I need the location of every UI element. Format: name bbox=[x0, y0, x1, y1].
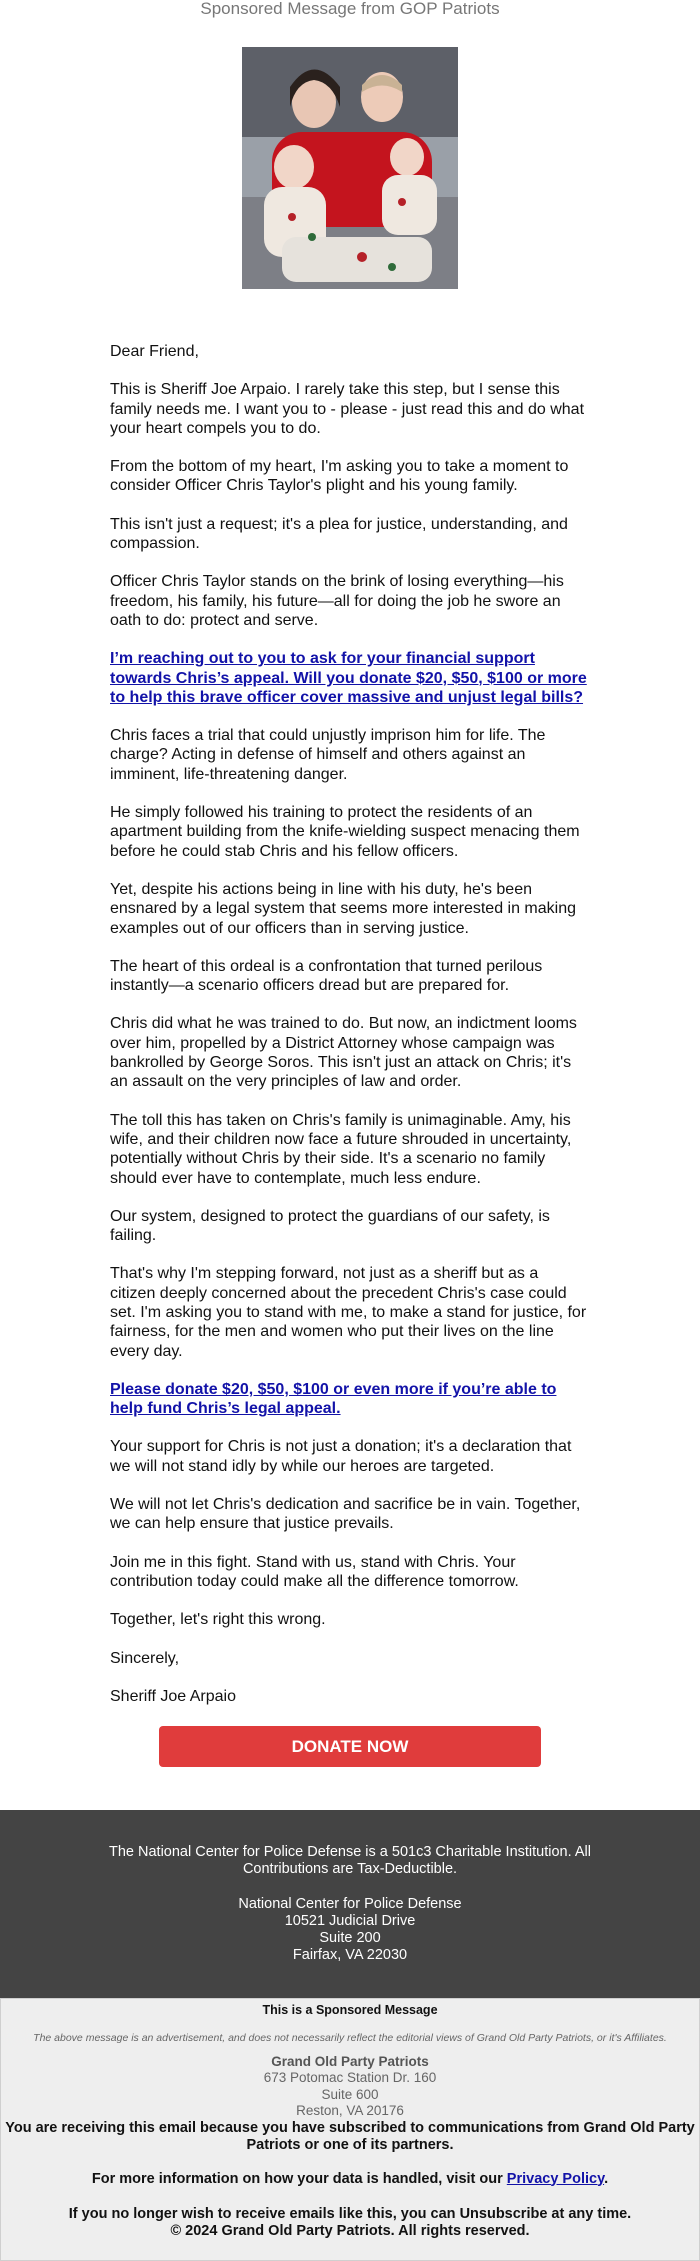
donate-now-button[interactable]: DONATE NOW bbox=[159, 1726, 541, 1767]
organization-name: National Center for Police Defense bbox=[238, 1896, 462, 1912]
greeting: Dear Friend, bbox=[110, 343, 199, 360]
paragraph-9: Chris did what he was trained to do. But now, an indictment looms over him, propelled by a District Attorney whose campaign was bankrolled by George Soros. This isn't just an attack on Chris; it's an assault on the very principles of law and order. bbox=[110, 1015, 577, 1091]
paragraph-2: From the bottom of my heart, I'm asking you to take a moment to consider Officer Chris Taylor's plight and his young family. bbox=[110, 458, 569, 495]
sender-header: Sponsored Message from GOP Patriots bbox=[200, 0, 500, 18]
subscription-notice: You are receiving this email because you have subscribed to communications from Grand Old Party Patriots or one of its partners. bbox=[5, 2119, 695, 2153]
signature: Sheriff Joe Arpaio bbox=[110, 1687, 237, 1705]
organization-footer bbox=[0, 1810, 700, 1998]
donate-appeal-link-1[interactable]: I’m reaching out to you to ask for your financial support towards Chris’s appeal. Will you donate $20, $50, $100 or more to help this brave officer cover massive and unjust legal bills? bbox=[110, 650, 587, 706]
family-photo-illustration bbox=[242, 47, 458, 289]
sponsor-street: 673 Potomac Station Dr. 160 bbox=[263, 2070, 437, 2085]
paragraph-13: Your support for Chris is not just a donation; it's a declaration that we will not stand idly by while our heroes are targeted. bbox=[110, 1438, 572, 1475]
closing: Sincerely, bbox=[110, 1649, 180, 1667]
privacy-notice bbox=[1, 2171, 699, 2188]
sponsor-city: Reston, VA 20176 bbox=[296, 2103, 404, 2118]
paragraph-15: Join me in this fight. Stand with us, stand with Chris. Your contribution today could make all the difference tomorrow. bbox=[110, 1553, 519, 1590]
donate-appeal-link-2[interactable]: Please donate $20, $50, $100 or even more if you’re able to help fund Chris’s legal appeal. bbox=[110, 1380, 557, 1418]
donate-button-container bbox=[0, 1726, 700, 1767]
disclaimer-note: The above message is an advertisement, and does not necessarily reflect the editorial views of Grand Old Party Patriots, or it's Affiliates. bbox=[33, 2032, 667, 2044]
copyright: © 2024 Grand Old Party Patriots. All rights reserved. bbox=[170, 2222, 530, 2239]
letter-body bbox=[110, 342, 588, 1706]
paragraph-10: The toll this has taken on Chris's family is unimaginable. Amy, his wife, and their children now face a future shrouded in uncertainty, potentially without Chris by their side. It's a scenario no family should ever have to contemplate, much less endure. bbox=[110, 1111, 572, 1187]
paragraph-8: The heart of this ordeal is a confrontation that turned perilous instantly—a scenario officers dread but are prepared for. bbox=[110, 957, 543, 995]
organization-suite: Suite 200 bbox=[319, 1930, 381, 1946]
paragraph-3: This isn't just a request; it's a plea for justice, understanding, and compassion. bbox=[110, 515, 568, 553]
cta-paragraph-1 bbox=[110, 649, 588, 707]
privacy-prefix: For more information on how your data is handled, visit our bbox=[91, 2170, 507, 2187]
paragraph-4: Officer Chris Taylor stands on the brink of losing everything—his freedom, his family, his future—all for doing the job he swore an oath to do: protect and serve. bbox=[110, 573, 564, 629]
privacy-policy-link[interactable]: Privacy Policy bbox=[506, 2170, 605, 2187]
paragraph-6: He simply followed his training to protect the residents of an apartment building from the knife-wielding suspect menacing them before he could stab Chris and his fellow officers. bbox=[110, 804, 580, 860]
paragraph-1: This is Sheriff Joe Arpaio. I rarely take this step, but I sense this family needs me. I want you to - please - just read this and do what your heart compels you to do. bbox=[110, 381, 585, 437]
organization-city: Fairfax, VA 22030 bbox=[292, 1947, 408, 1963]
paragraph-7: Yet, despite his actions being in line with his duty, he's been ensnared by a legal system that seems more interested in making examples out of our officers than in serving justice. bbox=[110, 880, 577, 937]
paragraph-16: Together, let's right this wrong. bbox=[110, 1611, 326, 1629]
paragraph-11: Our system, designed to protect the guardians of our safety, is failing. bbox=[110, 1207, 550, 1245]
sponsored-title: This is a Sponsored Message bbox=[262, 2003, 438, 2017]
organization-street: 10521 Judicial Drive bbox=[284, 1913, 416, 1929]
cta-paragraph-2 bbox=[110, 1380, 588, 1419]
organization-address bbox=[0, 1896, 700, 1964]
charity-statement: The National Center for Police Defense is a 501c3 Charitable Institution. All Contributions are Tax-Deductible. bbox=[109, 1844, 591, 1877]
paragraph-5: Chris faces a trial that could unjustly imprison him for life. The charge? Acting in defense of himself and others against an imminent, life-threatening danger. bbox=[110, 727, 546, 783]
paragraph-12: That's why I'm stepping forward, not just as a sheriff but as a citizen deeply concerned about the precedent Chris's case could set. I'm asking you to stand with me, to make a stand for justice, for fairness, for the men and women who put their lives on the line every day. bbox=[110, 1265, 587, 1360]
privacy-suffix: . bbox=[604, 2170, 609, 2187]
sponsor-footer bbox=[0, 1998, 700, 2261]
paragraph-14: We will not let Chris's dedication and sacrifice be in vain. Together, we can help ensure that justice prevails. bbox=[110, 1496, 581, 1533]
family-photo bbox=[242, 47, 458, 289]
sponsor-suite: Suite 600 bbox=[321, 2086, 379, 2102]
unsubscribe-notice[interactable]: If you no longer wish to receive emails like this, you can Unsubscribe at any time. bbox=[68, 2205, 632, 2222]
sponsor-company: Grand Old Party Patriots bbox=[271, 2054, 429, 2069]
